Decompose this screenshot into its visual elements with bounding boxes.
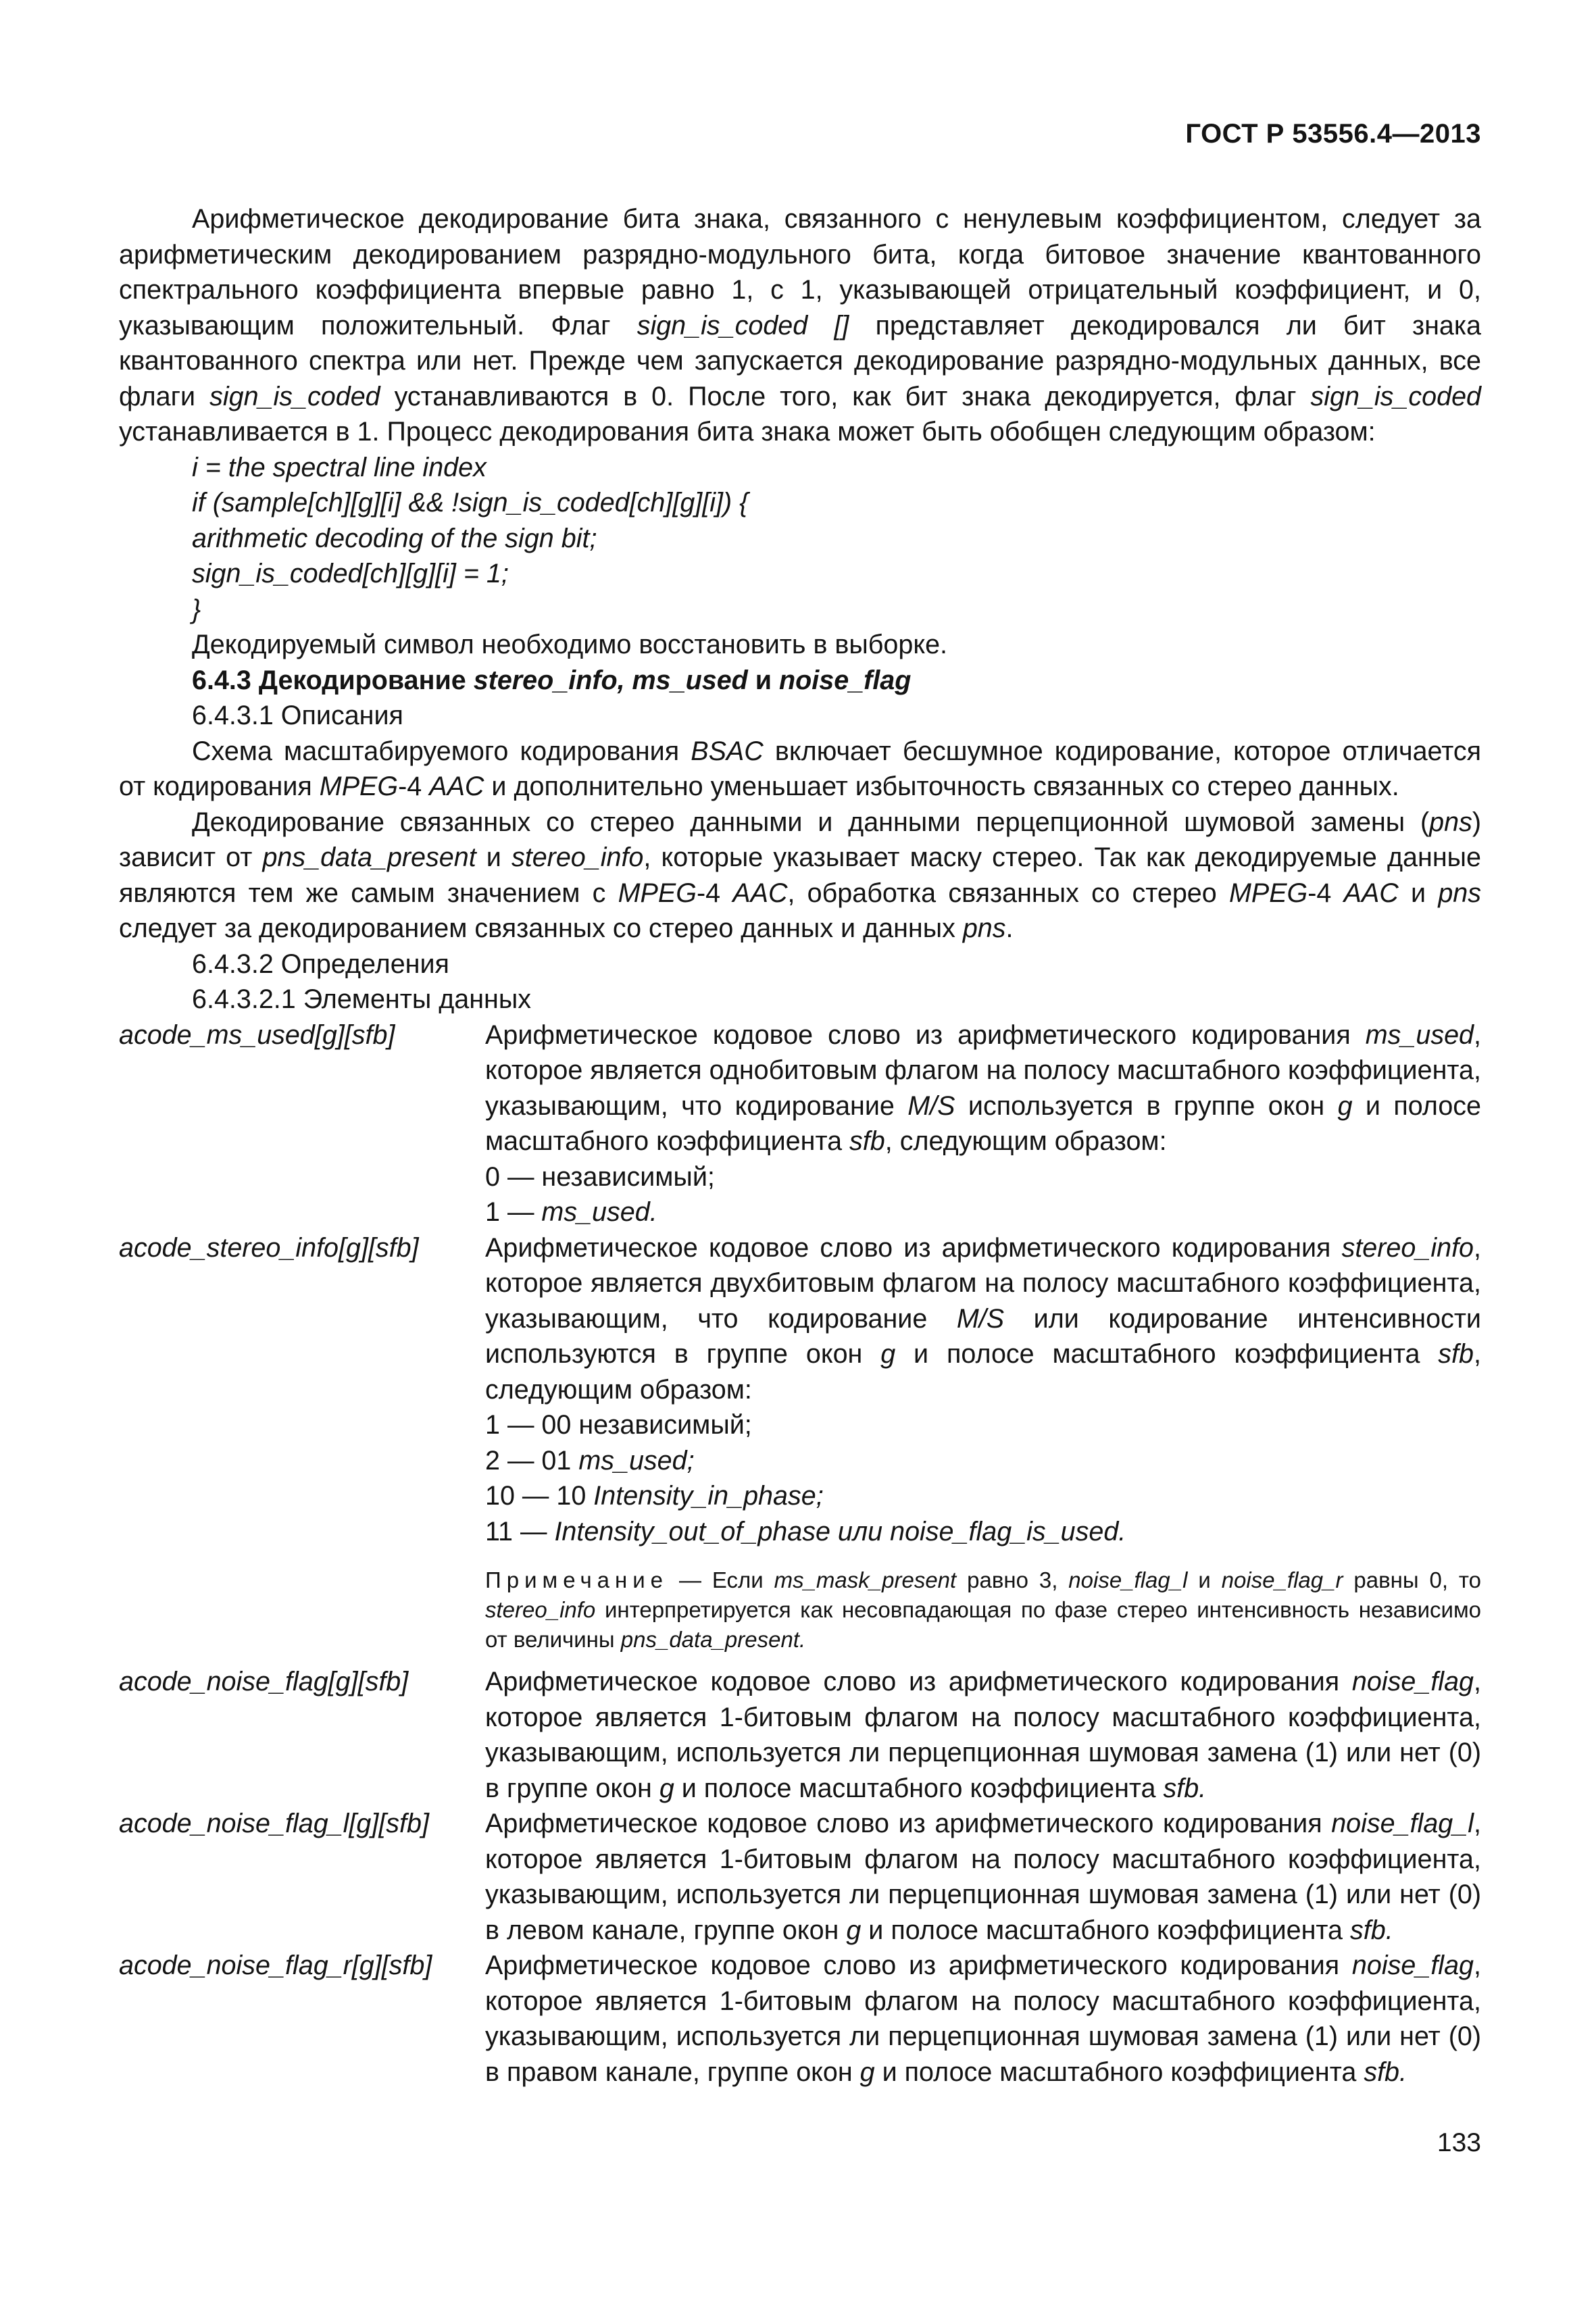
subsection-heading-data-elements: 6.4.3.2.1 Элементы данных [192, 984, 531, 1014]
value-line: 1 — ms_used. [485, 1197, 657, 1227]
page-number: 133 [1437, 2128, 1481, 2157]
section-heading: 6.4.3 Декодирование stereo_info, ms_used и noise_flag [192, 665, 912, 695]
value-line: 2 — 01 ms_used; [485, 1445, 695, 1476]
subsection-heading-descriptions: 6.4.3.1 Описания [192, 701, 403, 730]
definition-term: acode_ms_used[g][sfb] [119, 1020, 395, 1050]
definition-row [119, 1948, 1481, 2090]
page-content [119, 201, 1481, 2090]
definition-row [119, 1806, 1481, 1948]
definition-term: acode_noise_flag[g][sfb] [119, 1667, 409, 1696]
note: Примечание — Если ms_mask_present равно 3, noise_flag_l и noise_flag_r равны 0, то stereo_info интерпретируется как несовпадающая по фазе стерео интенсивность независимо от величины pns_data_present. [485, 1567, 1482, 1652]
definition-term: acode_stereo_info[g][sfb] [119, 1232, 419, 1263]
value-line: 11 — Intensity_out_of_phase или noise_flag_is_used. [485, 1516, 1126, 1546]
paragraph-bsac: Схема масштабируемого кодирования BSAC включает бесшумное кодирование, которое отличается от кодирования MPEG-4 AAC и дополнительно уменьшает избыточность связанных со стерео данных. [119, 736, 1481, 801]
paragraph-sign-bit: Арифметическое декодирование бита знака, связанного с ненулевым коэффициентом, следует за арифметическим декодированием разрядно-модульного бита, когда битовое значение квантованного спектрального коэффициента впервые равно 1, с 1, указывающей отрицательный коэффициент, и 0, указывающим положительный. Флаг sign_is_coded [] представляет декодировался ли бит знака квантованного спектра или нет. Прежде чем запускается декодирование разрядно-модульных данных, все флаги sign_is_coded устанавливаются в 0. После того, как бит знака декодируется, флаг sign_is_coded устанавливается в 1. Процесс декодирования бита знака может быть обобщен следующим образом: [119, 204, 1482, 447]
definition-description: Арифметическое кодовое слово из арифметического кодирования noise_flag, которое является 1-битовым флагом на полосу масштабного коэффициента, указывающим, используется ли перцепционная шумовая замена (1) или нет (0) в группе окон g и полосе масштабного коэффициента sfb. [485, 1667, 1481, 1803]
definition-row [119, 1664, 1481, 1806]
definition-row [119, 1017, 1481, 1230]
value-line: 10 — 10 Intensity_in_phase; [485, 1481, 824, 1511]
code-line: if (sample[ch][g][i] && !sign_is_coded[ch][g][i]) { [192, 488, 749, 518]
paragraph-stereo-pns: Декодирование связанных со стерео данными и данными перцепционной шумовой замены (pns) зависит от pns_data_present и stereo_info, которые указывает маску стерео. Так как декодируемые данные являются тем же самым значением с MPEG-4 AAC, обработка связанных со стерео MPEG-4 AAC и pns следует за декодированием связанных со стерео данных и данных pns. [119, 807, 1481, 943]
code-line: } [192, 594, 201, 624]
definition-description: Арифметическое кодовое слово из арифметического кодирования ms_used, которое является однобитовым флагом на полосу масштабного коэффициента, указывающим, что кодирование M/S используется в группе окон g и полосе масштабного коэффициента sfb, следующим образом: 0 — независимый; 1 — ms_used. [485, 1017, 1481, 1230]
code-block [119, 450, 1481, 628]
definition-description: Арифметическое кодовое слово из арифметического кодирования noise_flag_l, которое является 1-битовым флагом на полосу масштабного коэффициента, указывающим, используется ли перцепционная шумовая замена (1) или нет (0) в левом канале, группе окон g и полосе масштабного коэффициента sfb. [485, 1809, 1481, 1945]
definition-description: Арифметическое кодовое слово из арифметического кодирования noise_flag, которое является 1-битовым флагом на полосу масштабного коэффициента, указывающим, используется ли перцепционная шумовая замена (1) или нет (0) в правом канале, группе окон g и полосе масштабного коэффициента sfb. [485, 1951, 1481, 2087]
definition-term: acode_noise_flag_r[g][sfb] [119, 1951, 432, 1980]
code-line: sign_is_coded[ch][g][i] = 1; [192, 559, 509, 588]
subsection-heading-definitions: 6.4.3.2 Определения [192, 949, 449, 979]
code-line: i = the spectral line index [192, 452, 487, 482]
definition-description: Арифметическое кодовое слово из арифметического кодирования stereo_info, которое является двухбитовым флагом на полосу масштабного коэффициента, указывающим, что кодирование M/S или кодирование интенсивности используются в группе окон g и полосе масштабного коэффициента sfb, следующим образом: 1 — 00 независимый; 2 — 01 ms_used; 10 — 10 Intensity_in_phase; 11 — Intensity_out_of_phase или noise_flag_is_used. Примечание — Если ms_mask_present равно 3, noise_flag_l и noise_flag_r равны 0, то stereo_info интерпретируется как несовпадающая по фазе стерео интенсивность независимо от величины pns_data_present. [485, 1230, 1481, 1665]
paragraph-restore: Декодируемый символ необходимо восстановить в выборке. [192, 630, 948, 659]
definition-row [119, 1230, 1481, 1665]
value-line: 1 — 00 независимый; [485, 1410, 752, 1440]
definition-term: acode_noise_flag_l[g][sfb] [119, 1809, 429, 1838]
standard-number: ГОСТ Р 53556.4—2013 [1185, 119, 1481, 149]
value-line: 0 — независимый; [485, 1161, 715, 1192]
note-label: Примечание [485, 1567, 669, 1592]
code-line: arithmetic decoding of the sign bit; [192, 523, 597, 553]
